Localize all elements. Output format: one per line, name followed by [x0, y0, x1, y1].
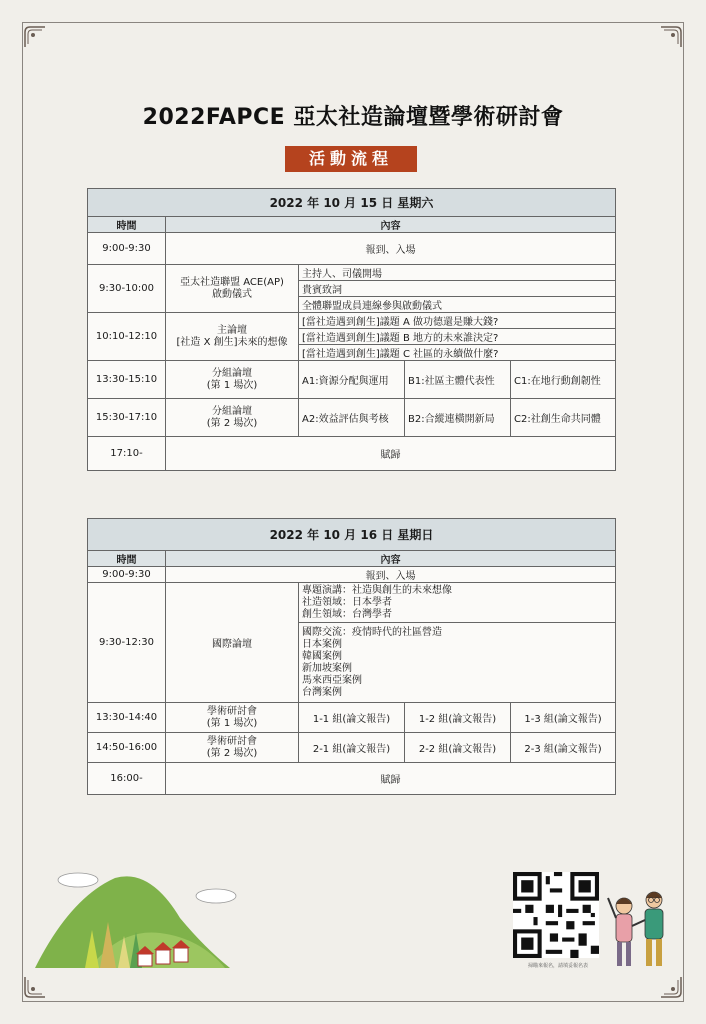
col-header-time: 時間	[88, 217, 166, 233]
content-cell: 報到、入場	[166, 567, 616, 583]
content-cell: 賦歸	[166, 763, 616, 795]
track-c: C2:社創生命共同體	[511, 399, 616, 437]
session-label: 分組論壇 (第 2 場次)	[166, 399, 299, 437]
schedule-table-day1	[87, 188, 616, 471]
qr-caption: 掃瞄來報名，請填妥報名表	[527, 963, 588, 969]
corner-ornament-icon	[660, 976, 682, 998]
corner-ornament-icon	[24, 976, 46, 998]
session-label: 亞太社造聯盟 ACE(AP) 啟動儀式	[166, 265, 299, 313]
corner-ornament-icon	[660, 26, 682, 48]
group-cell: 1-1 組(論文報告)	[299, 703, 405, 733]
track-b: B1:社區主體代表性	[405, 361, 511, 399]
col-header-time: 時間	[88, 551, 166, 567]
keynote-block: 專題演講：社造與創生的未來想像 社造領域：日本學者 創生領域：台灣學者	[299, 583, 616, 623]
track-b: B2:合縱連橫開新局	[405, 399, 511, 437]
time-cell: 13:30-14:40	[88, 703, 166, 733]
group-cell: 2-2 組(論文報告)	[405, 733, 511, 763]
col-header-content: 內容	[166, 551, 616, 567]
time-cell: 9:30-12:30	[88, 583, 166, 703]
time-cell: 9:30-10:00	[88, 265, 166, 313]
agenda-item: [當社造遇到創生]議題 C 社區的永續做什麼?	[299, 345, 616, 361]
agenda-item: [當社造遇到創生]議題 B 地方的未來誰決定?	[299, 329, 616, 345]
schedule-badge: 活動流程	[285, 146, 417, 172]
session-label: 學術研討會 (第 2 場次)	[166, 733, 299, 763]
track-a: A1:資源分配與運用	[299, 361, 405, 399]
agenda-item: 全體聯盟成員連線參與啟動儀式	[299, 297, 616, 313]
group-cell: 1-2 組(論文報告)	[405, 703, 511, 733]
time-cell: 10:10-12:10	[88, 313, 166, 361]
group-cell: 2-3 組(論文報告)	[511, 733, 616, 763]
hill-illustration-icon	[30, 858, 240, 976]
agenda-item: 主持人、司儀開場	[299, 265, 616, 281]
col-header-content: 內容	[166, 217, 616, 233]
time-cell: 9:00-9:30	[88, 233, 166, 265]
session-label: 主論壇 [社造 X 創生]未來的想像	[166, 313, 299, 361]
agenda-item: [當社造遇到創生]議題 A 做功德還是賺大錢?	[299, 313, 616, 329]
session-label: 學術研討會 (第 1 場次)	[166, 703, 299, 733]
group-cell: 2-1 組(論文報告)	[299, 733, 405, 763]
page-title: 2022FAPCE 亞太社造論壇暨學術研討會	[142, 105, 564, 130]
time-cell: 9:00-9:30	[88, 567, 166, 583]
track-c: C1:在地行動創韌性	[511, 361, 616, 399]
content-cell: 賦歸	[166, 437, 616, 471]
track-a: A2:效益評估與考核	[299, 399, 405, 437]
time-cell: 15:30-17:10	[88, 399, 166, 437]
time-cell: 16:00-	[88, 763, 166, 795]
time-cell: 17:10-	[88, 437, 166, 471]
session-label: 分組論壇 (第 1 場次)	[166, 361, 299, 399]
day-header: 2022 年 10 月 15 日 星期六	[88, 189, 616, 217]
day-header: 2022 年 10 月 16 日 星期日	[88, 519, 616, 551]
people-illustration-icon	[602, 886, 678, 972]
group-cell: 1-3 組(論文報告)	[511, 703, 616, 733]
corner-ornament-icon	[24, 26, 46, 48]
time-cell: 13:30-15:10	[88, 361, 166, 399]
qr-code-icon[interactable]	[513, 872, 599, 958]
time-cell: 14:50-16:00	[88, 733, 166, 763]
content-cell: 報到、入場	[166, 233, 616, 265]
session-label: 國際論壇	[166, 583, 299, 703]
agenda-item: 貴賓致詞	[299, 281, 616, 297]
exchange-block: 國際交流：疫情時代的社區營造 日本案例 韓國案例 新加坡案例 馬來西亞案例 台灣案例	[299, 623, 616, 703]
schedule-table-day2	[87, 518, 616, 795]
